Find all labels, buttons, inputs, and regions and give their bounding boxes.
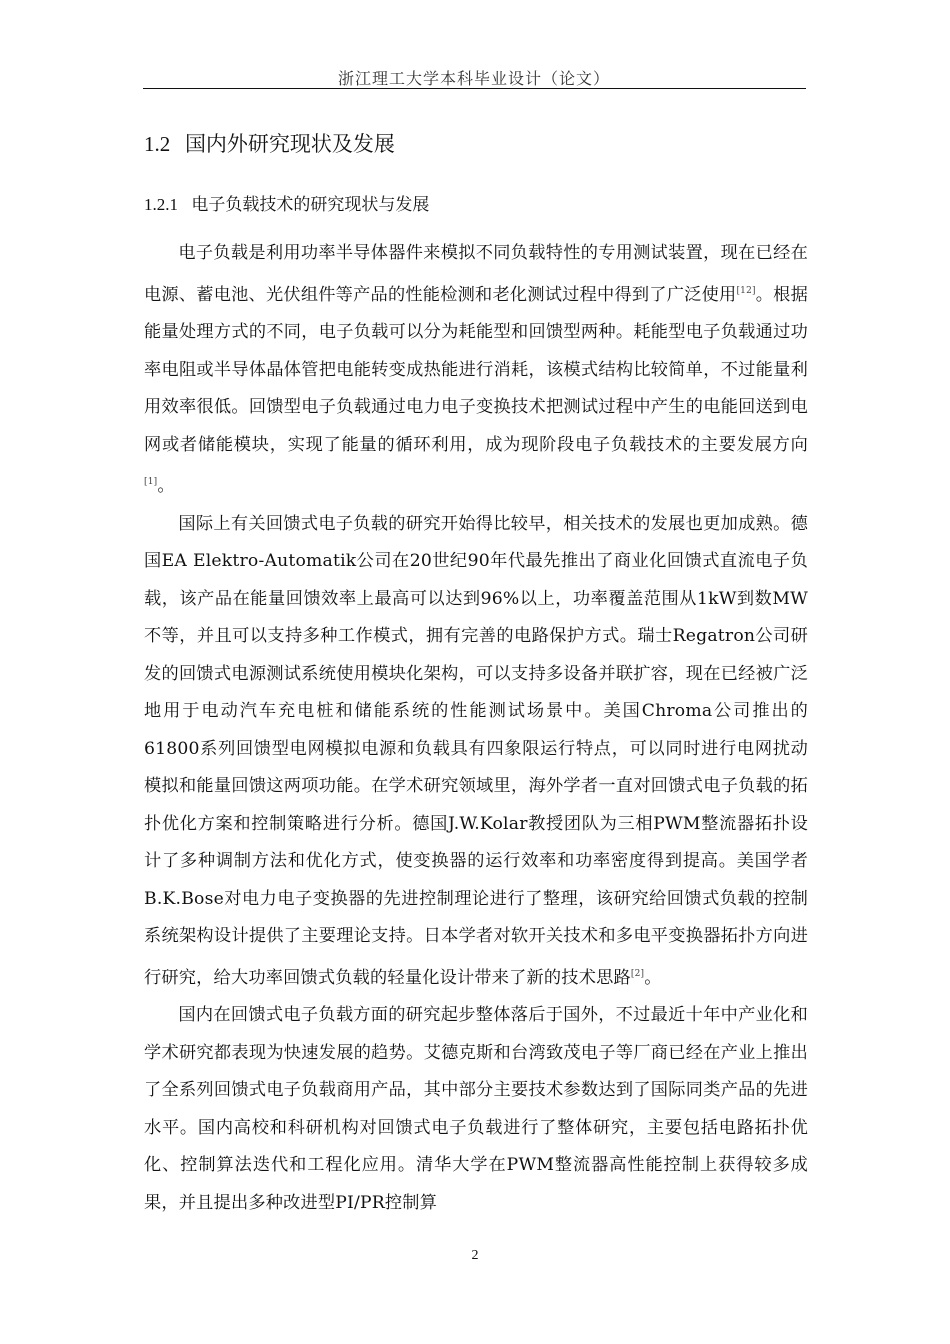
- citation[interactable]: [2]: [630, 968, 645, 979]
- paragraph-text: 。: [644, 967, 662, 988]
- subsection-heading: [144, 190, 429, 215]
- section-title: 国内外研究现状及发展: [184, 132, 395, 156]
- citation[interactable]: [12]: [736, 285, 756, 296]
- paragraph-text: 国内在回馈式电子负载方面的研究起步整体落后于国外，不过最近十年中产业化和学术研究都表现为快速发展的趋势。艾德克斯和台湾致茂电子等厂商已经在产业上推出了全系列回馈式电子负载商用产品，其中部分主要技术参数达到了国际同类产品的先进水平。国内高校和科研机构对回馈式电子负载进行了整体研究，主要包括电路拓扑优化、控制算法迭代和工程化应用。清华大学在PWM整流器高性能控制上获得较多成果，并且提出多种改进型PI/PR控制算: [144, 1005, 808, 1213]
- subsection-title: 电子负载技术的研究现状与发展: [191, 195, 430, 215]
- paragraph: [144, 997, 808, 1222]
- paragraph-text: 国际上有关回馈式电子负载的研究开始得比较早，相关技术的发展也更加成熟。德国EA Elektro-Automatik公司在20世纪90年代最先推出了商业化回馈式直流电子负载，该产品在能量回馈效率上最高可以达到96%以上，功率覆盖范围从1kW到数MW不等，并且可以支持多种工作模式，拥有完善的电路保护方式。瑞士Regatron公司研发的回馈式电源测试系统使用模块化架构，可以支持多设备并联扩容，现在已经被广泛地用于电动汽车充电桩和储能系统的性能测试场景中。美国Chroma公司推出的61800系列回馈型电网模拟电源和负载具有四象限运行特点，可以同时进行电网扰动模拟和能量回馈这两项功能。在学术研究领域里，海外学者一直对回馈式电子负载的拓扑优化方案和控制策略进行分析。德国J.W.Kolar教授团队为三相PWM整流器拓扑设计了多种调制方法和优化方式，使变换器的运行效率和功率密度得到提高。美国学者B.K.Bose对电力电子变换器的先进控制理论进行了整理，该研究给回馈式负载的控制系统架构设计提供了主要理论支持。日本学者对软开关技术和多电平变换器拓扑方向进行研究，给大功率回馈式负载的轻量化设计带来了新的技术思路: [144, 513, 808, 988]
- paragraph: [144, 235, 808, 506]
- subsection-number: 1.2.1: [144, 195, 178, 214]
- body-text: [144, 235, 808, 1222]
- header-divider: [143, 88, 806, 89]
- paragraph-text: 。根据能量处理方式的不同，电子负载可以分为耗能型和回馈型两种。耗能型电子负载通过功率电阻或半导体晶体管把电能转变成热能进行消耗，该模式结构比较简单，不过能量利用效率很低。回馈型电子负载通过电力电子变换技术把测试过程中产生的电能回送到电网或者储能模块，实现了能量的循环利用，成为现阶段电子负载技术的主要发展方向: [144, 284, 808, 455]
- citation[interactable]: [1]: [144, 477, 158, 487]
- section-number: 1.2: [144, 132, 171, 156]
- running-header: 浙江理工大学本科毕业设计（论文）: [337, 69, 610, 88]
- section-heading: [144, 128, 395, 158]
- page-number: 2: [471, 1248, 479, 1263]
- paragraph-text: 电子负载是利用功率半导体器件来模拟不同负载特性的专用测试装置，现在已经在电源、蓄电池、光伏组件等产品的性能检测和老化测试过程中得到了广泛使用: [144, 243, 808, 305]
- paragraph: [144, 506, 808, 998]
- paragraph-text: 。: [157, 476, 175, 496]
